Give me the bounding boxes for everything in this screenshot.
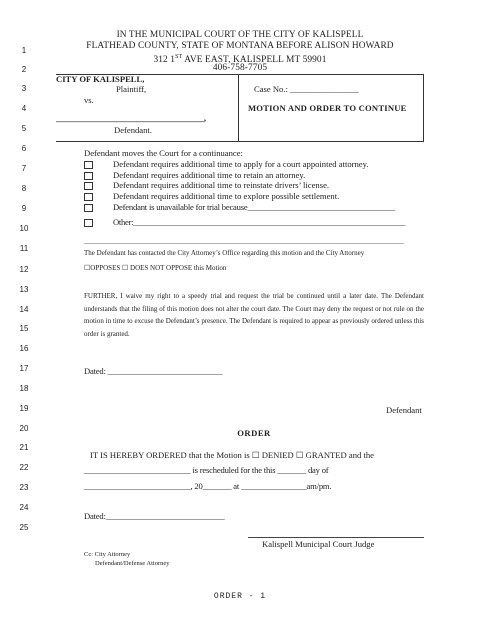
motion-intro: Defendant moves the Court for a continuance: (84, 148, 243, 158)
line-number: 23 (19, 483, 29, 492)
option-checkbox-other[interactable] (84, 219, 93, 227)
court-phone: 406-758-7705 (212, 63, 268, 73)
page-footer: ORDER - 1 (213, 592, 267, 601)
versus-label: vs. (84, 95, 94, 105)
defendant-signature-label: Defendant (386, 405, 422, 415)
option-checkbox-reinstate-license[interactable] (84, 182, 93, 190)
option-settlement: Defendant requires additional time to explore possible settlement. (113, 191, 340, 201)
line-number: 25 (19, 523, 29, 532)
line-number: 22 (19, 463, 29, 472)
judge-signature-line[interactable] (248, 537, 424, 538)
judge-title: Kalispell Municipal Court Judge (262, 539, 375, 549)
order-ruling-line[interactable]: IT IS HEREBY ORDERED that the Motion is ☐ DENIED ☐ GRANTED and the (90, 450, 374, 460)
document-title: MOTION AND ORDER TO CONTINUE (248, 103, 407, 113)
line-number: 2 (21, 65, 27, 74)
line-number: 3 (21, 84, 27, 93)
order-reschedule-line[interactable]: __________________________ is rescheduled for the this _______ day of (84, 465, 329, 475)
court-name: IN THE MUNICIPAL COURT OF THE CITY OF KALISPELL (116, 30, 364, 40)
line-number: 13 (19, 285, 29, 294)
defendant-name-field[interactable]: _____________________________________, (56, 113, 206, 123)
cc-city-attorney: Cc: City Attorney (84, 551, 131, 558)
option-checkbox-settlement[interactable] (84, 193, 93, 201)
line-number: 6 (21, 144, 27, 153)
oppose-selection[interactable]: ☐OPPOSES ☐ DOES NOT OPPOSE this Motion (84, 264, 227, 272)
line-number: 11 (19, 244, 29, 253)
other-continuation-line[interactable]: ________________________________________________________________________________ (84, 235, 404, 245)
line-number: 5 (21, 124, 27, 133)
option-checkbox-appointed-attorney[interactable] (84, 161, 93, 169)
waiver-paragraph: FURTHER, I waive my right to a speedy trial and request the trial be continued until a later date. The Defendant understands that the filing of this motion does not alter the court date. The Court may deny the request or not rule on the motion in time to excuse the Defendant’s presence. The Defendant is required to appear as previously ordered unless this order is granted. (84, 292, 424, 338)
defendant-label: Defendant. (114, 125, 152, 135)
caption-divider (238, 74, 239, 141)
line-number: 18 (19, 384, 29, 393)
option-checkbox-retain-attorney[interactable] (84, 172, 93, 180)
court-county: FLATHEAD COUNTY, STATE OF MONTANA BEFORE ALISON HOWARD (86, 41, 394, 51)
line-number: 21 (19, 443, 29, 452)
option-other-field[interactable]: Other:____________________________________________________________________ (113, 217, 405, 227)
line-number: 4 (21, 104, 27, 113)
line-number: 19 (19, 404, 29, 413)
order-date-line[interactable]: __________________________, 20_______ at ________________am/pm. (84, 481, 332, 491)
line-number: 17 (19, 364, 29, 373)
line-number: 1 (21, 46, 27, 55)
court-address: 312 1ST AVE EAST, KALISPELL MT 59901 (153, 54, 327, 66)
line-number: 12 (19, 265, 29, 274)
line-number: 10 (19, 224, 29, 233)
order-dated-field[interactable]: Dated:_____________________________ (84, 511, 225, 521)
line-number: 15 (19, 324, 29, 333)
line-number: 9 (21, 204, 27, 213)
plaintiff-name: CITY OF KALISPELL, (56, 74, 145, 84)
option-retain-attorney: Defendant requires additional time to retain an attorney. (113, 170, 306, 180)
order-title: ORDER (237, 428, 271, 438)
attorney-contact-statement: The Defendant has contacted the City Attorney’s Office regarding this motion and the City Attorney (84, 249, 365, 257)
case-number-field[interactable]: Case No.: ________________ (254, 84, 359, 94)
option-unavailable[interactable]: Defendant is unavailable for trial because____________________________________ (113, 202, 396, 212)
line-number: 16 (19, 344, 29, 353)
caption-right-border (423, 74, 424, 141)
option-reinstate-license: Defendant requires additional time to reinstate drivers’ license. (113, 180, 330, 190)
line-number: 20 (19, 424, 29, 433)
motion-dated-field[interactable]: Dated: ____________________________ (84, 366, 223, 376)
line-number: 14 (19, 305, 29, 314)
line-number: 24 (19, 503, 29, 512)
option-appointed-attorney: Defendant requires additional time to apply for a court appointed attorney. (113, 159, 369, 169)
cc-defense-attorney: Defendant/Defense Attorney (95, 560, 170, 567)
line-number: 8 (21, 184, 27, 193)
option-checkbox-unavailable[interactable] (84, 204, 93, 212)
plaintiff-label: Plaintiff, (116, 84, 147, 94)
line-number: 7 (21, 164, 27, 173)
